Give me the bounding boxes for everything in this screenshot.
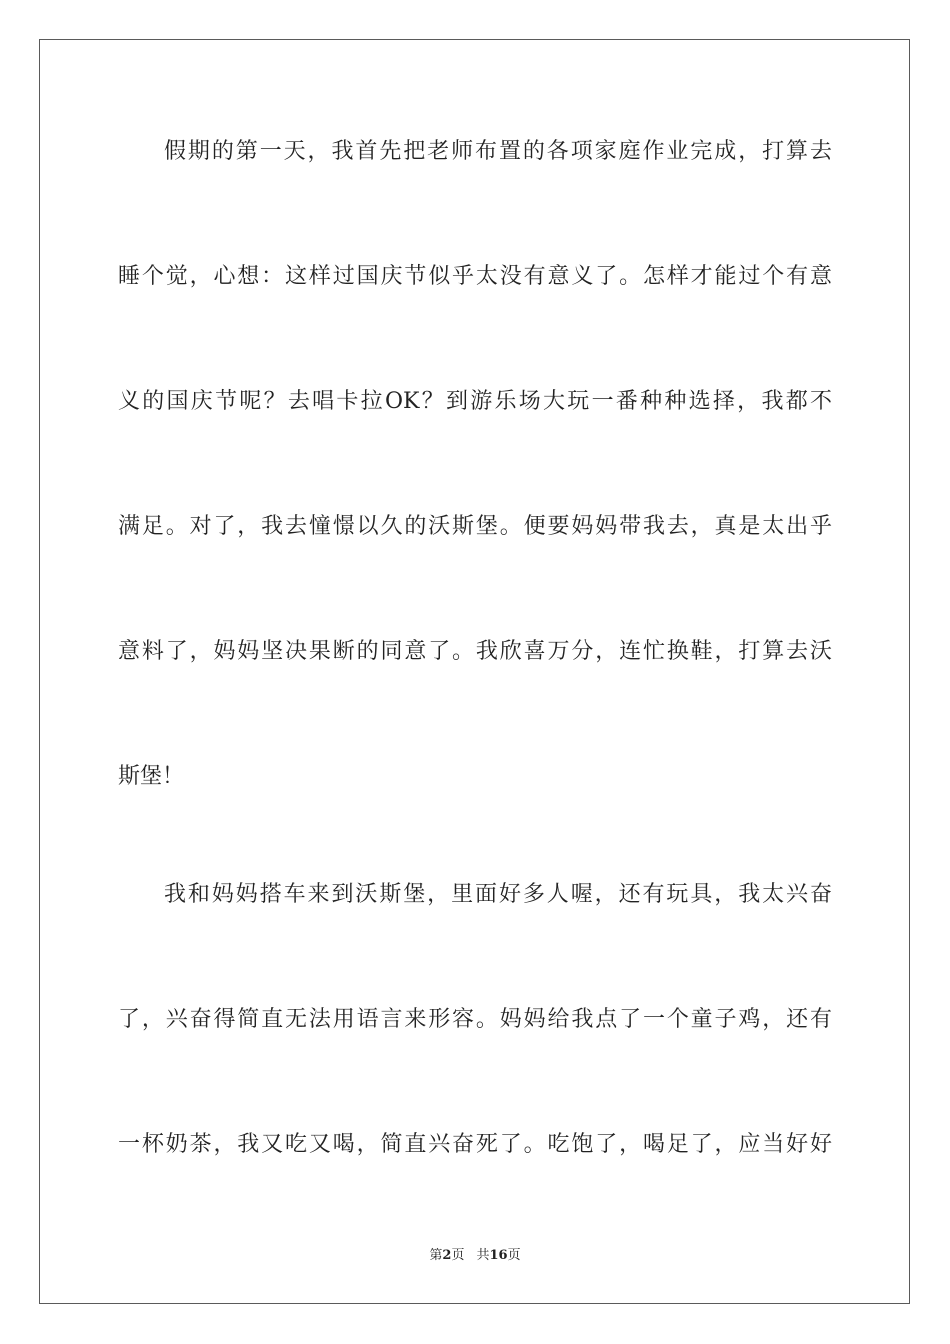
footer-page-prefix: 第 [429,1248,443,1263]
paragraph-1-line-4: 满足。对了，我去憧憬以久的沃斯堡。便要妈妈带我去，真是太出乎 [118,514,832,539]
paragraph-1-line-5: 意料了，妈妈坚决果断的同意了。我欣喜万分，连忙换鞋，打算去沃 [118,639,832,664]
paragraph-1-line-2: 睡个觉，心想：这样过国庆节似乎太没有意义了。怎样才能过个有意 [118,264,832,289]
footer-page-suffix: 页 [451,1248,465,1263]
footer-total-suffix: 页 [507,1248,521,1263]
footer-total-prefix: 共 [476,1248,490,1263]
footer-total-pages: 16 [489,1248,508,1263]
page-frame [39,39,910,1304]
paragraph-2-line-2: 了，兴奋得简直无法用语言来形容。妈妈给我点了一个童子鸡，还有 [118,1007,832,1032]
paragraph-2-line-3: 一杯奶茶，我又吃又喝，简直兴奋死了。吃饱了，喝足了，应当好好 [118,1132,832,1157]
paragraph-1-line-1: 假期的第一天，我首先把老师布置的各项家庭作业完成，打算去 [164,139,832,164]
page-footer [0,1247,950,1265]
paragraph-1-line-6: 斯堡！ [118,764,185,789]
paragraph-1-line-3: 义的国庆节呢？去唱卡拉OK？到游乐场大玩一番种种选择，我都不 [118,389,832,414]
footer-page-number: 2 [442,1248,452,1263]
paragraph-2-line-1: 我和妈妈搭车来到沃斯堡，里面好多人喔，还有玩具，我太兴奋 [164,882,832,907]
